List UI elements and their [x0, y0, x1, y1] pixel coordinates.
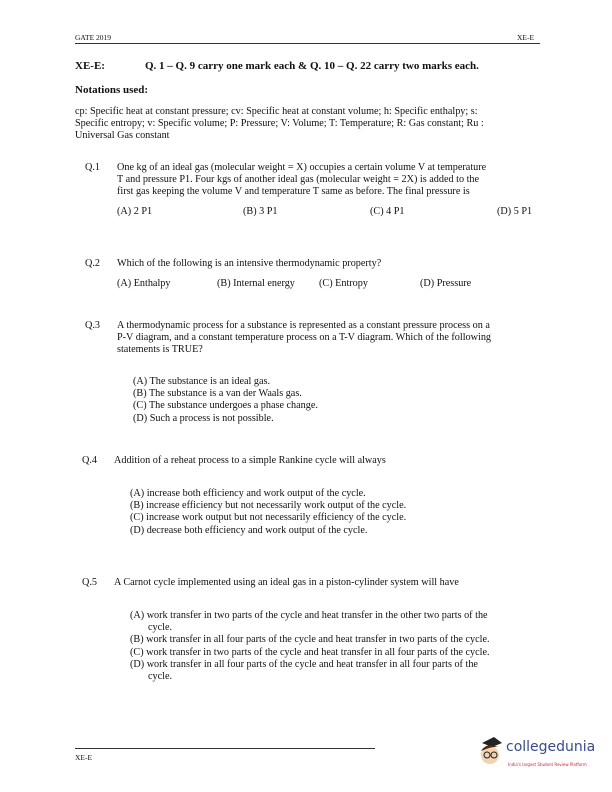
footer-rule: [75, 748, 375, 749]
option-d-cont: cycle.: [148, 671, 173, 683]
option-a: (A) 2 P1: [117, 206, 153, 217]
options-list: [130, 488, 406, 537]
option-d: (D) 5 P1: [497, 206, 533, 217]
question-text: Which of the following is an intensive thermodynamic property?: [117, 258, 382, 269]
option-a: (A) Enthalpy: [117, 278, 171, 289]
option-a: (A) The substance is an ideal gas.: [133, 376, 271, 387]
text-line: One kg of an ideal gas (molecular weight = X) occupies a certain volume V at temperature: [117, 162, 487, 173]
option-d: (D) work transfer in all four parts of the cycle and heat transfer in all four parts of the: [130, 658, 478, 670]
text-line: statements is TRUE?: [117, 344, 203, 356]
text-line: A thermodynamic process for a substance is represented as a constant pressure process on a: [117, 320, 490, 331]
question-number: Q.4: [82, 455, 97, 466]
option-c: (C) 4 P1: [370, 206, 405, 217]
question-text: [117, 320, 537, 357]
option-b: (B) The substance is a van der Waals gas.: [133, 388, 302, 400]
text-line: first gas keeping the volume V and temperature T same as before. The final pressure is: [117, 186, 470, 198]
mascot-icon: [478, 737, 504, 769]
header-rule: [75, 43, 540, 44]
notation-line: Universal Gas constant: [75, 130, 170, 142]
option-a-cont: cycle.: [148, 622, 173, 634]
notations-text: [75, 106, 545, 143]
notation-line: cp: Specific heat at constant pressure; cv: Specific heat at constant volume; h: Specific enthalpy; s:: [75, 106, 478, 117]
logo-text: collegedunia: [506, 739, 596, 755]
option-c: (C) The substance undergoes a phase change.: [133, 400, 318, 412]
text-line: T and pressure P1. Four kgs of another ideal gas (molecular weight = 2X) is added to the: [117, 174, 480, 186]
footer-code: XE-E: [75, 753, 93, 762]
option-c: (C) increase work output but not necessarily efficiency of the cycle.: [130, 512, 407, 524]
question-number: Q.5: [82, 577, 97, 588]
header-exam: GATE 2019: [75, 33, 112, 42]
option-d: (D) decrease both efficiency and work output of the cycle.: [130, 524, 368, 536]
notation-line: Specific entropy; v: Specific volume; P: Pressure; V: Volume; T: Temperature; R: Gas constant; Ru :: [75, 118, 484, 130]
option-b: (B) 3 P1: [243, 206, 278, 217]
option-a: (A) work transfer in two parts of the cycle and heat transfer in the other two parts of the: [130, 610, 488, 621]
option-d: (D) Pressure: [420, 278, 472, 289]
question-number: Q.3: [85, 320, 100, 331]
option-b: (B) increase efficiency but not necessarily work output of the cycle.: [130, 500, 407, 512]
collegedunia-logo: [478, 735, 608, 773]
option-b: (B) Internal energy: [217, 278, 295, 289]
option-b: (B) work transfer in all four parts of the cycle and heat transfer in two parts of the cycle.: [130, 634, 490, 646]
option-c: (C) Entropy: [319, 278, 368, 289]
option-c: (C) work transfer in two parts of the cycle and heat transfer in all four parts of the cycle.: [130, 646, 490, 658]
options-list: [130, 610, 490, 683]
section-code: XE-E:: [75, 60, 105, 72]
question-number: Q.1: [85, 162, 100, 173]
question-number: Q.2: [85, 258, 100, 269]
section-instructions: Q. 1 – Q. 9 carry one mark each & Q. 10 – Q. 22 carry two marks each.: [145, 60, 479, 72]
header-paper: XE-E: [517, 33, 535, 42]
question-text: A Carnot cycle implemented using an ideal gas in a piston-cylinder system will have: [114, 577, 459, 588]
notations-title: Notations used:: [75, 84, 149, 96]
text-line: P-V diagram, and a constant temperature process on a T-V diagram. Which of the following: [117, 332, 492, 344]
question-text: Addition of a reheat process to a simple Rankine cycle will always: [114, 455, 386, 466]
options-list: [133, 376, 318, 425]
logo-tagline: India's largest Student Review Platform: [508, 762, 587, 767]
option-d: (D) Such a process is not possible.: [133, 412, 274, 424]
question-text: [117, 162, 537, 199]
option-a: (A) increase both efficiency and work output of the cycle.: [130, 488, 366, 499]
